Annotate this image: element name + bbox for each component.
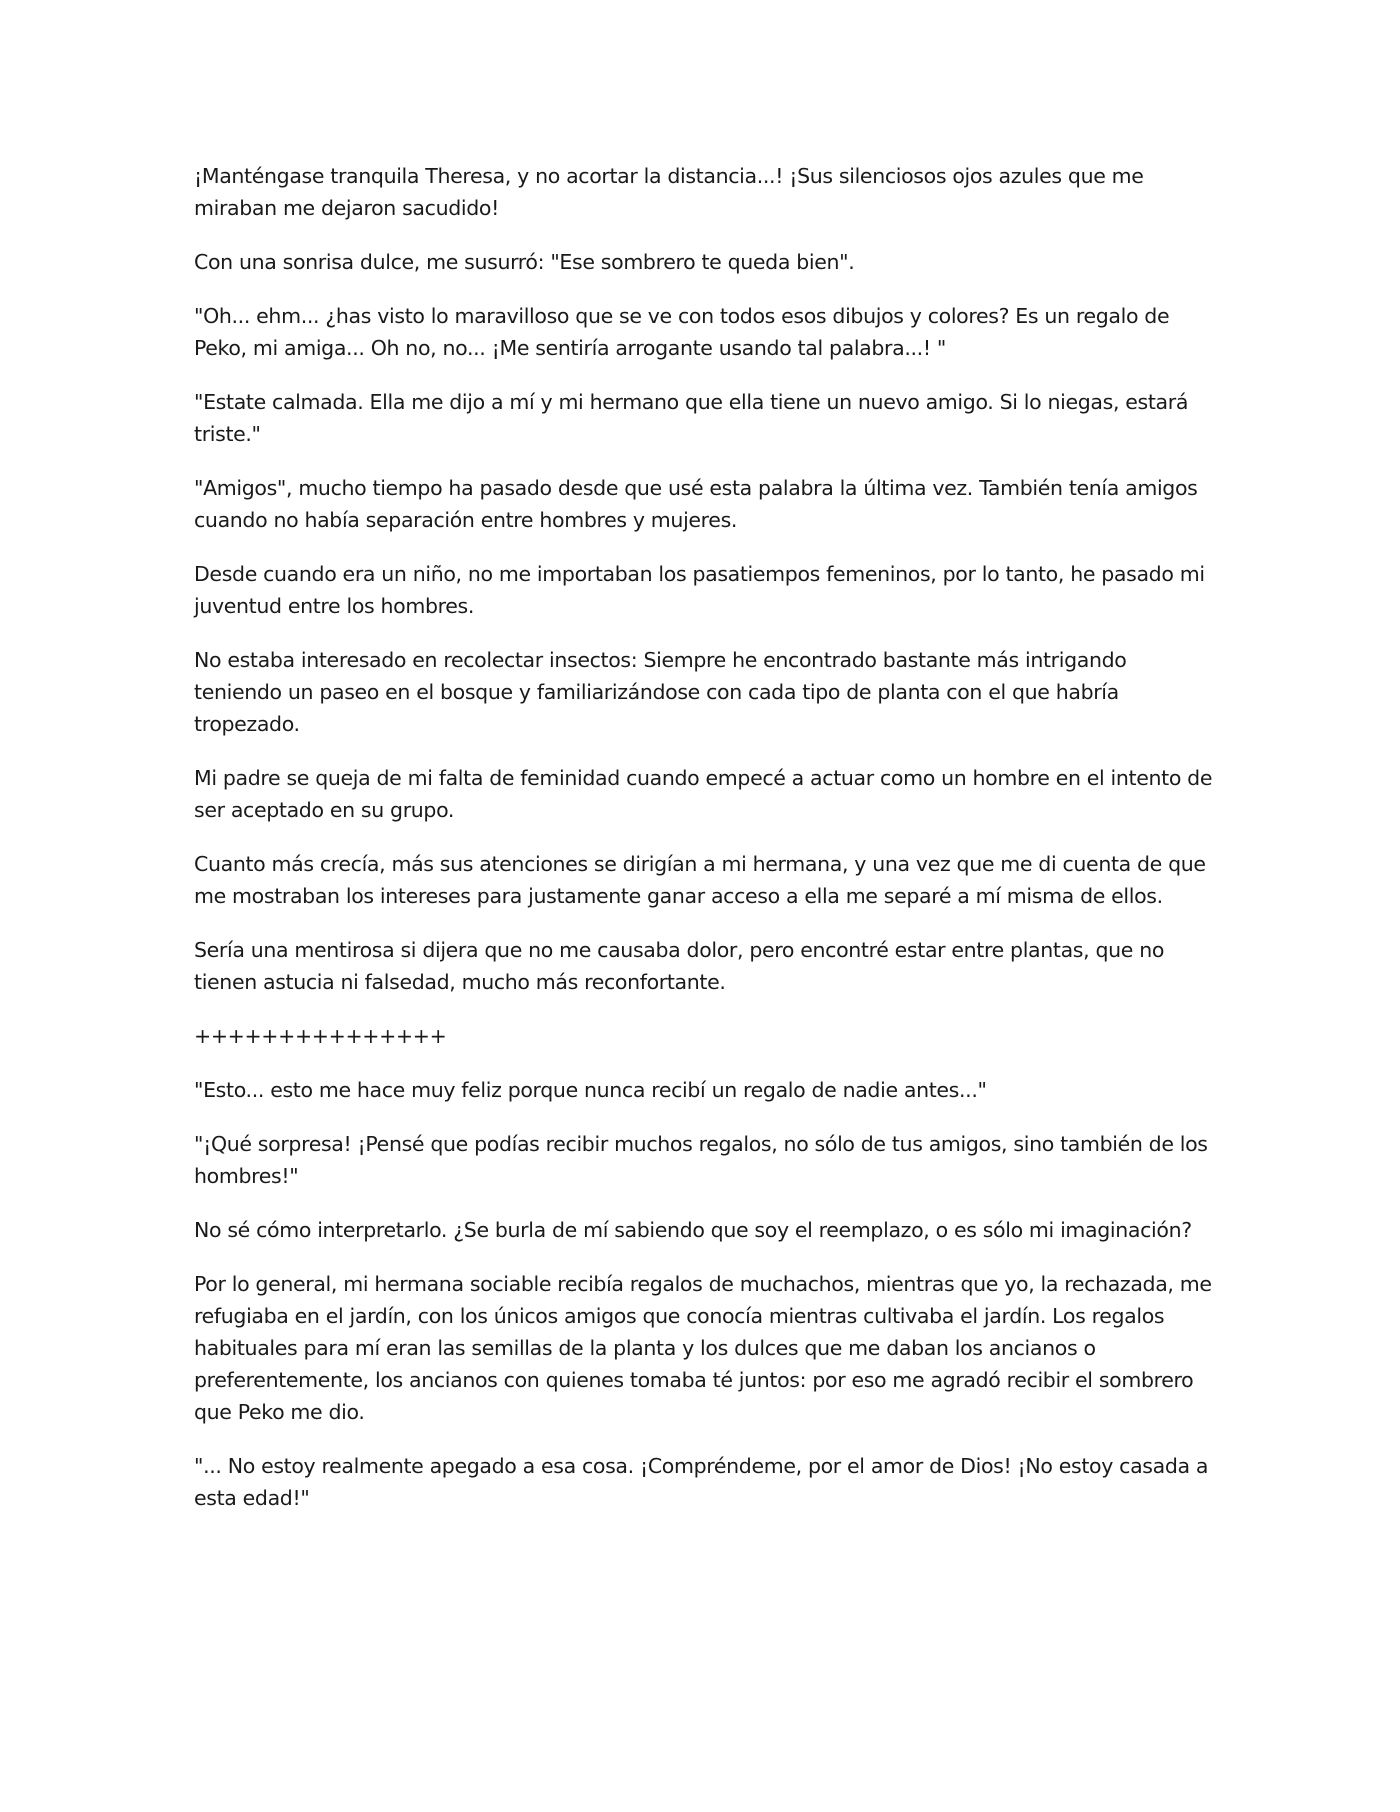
paragraph: "Amigos", mucho tiempo ha pasado desde que usé esta palabra la última vez. También tenía amigos cuando no había separación entre hombres y mujeres. bbox=[194, 476, 1198, 532]
paragraph: "¡Qué sorpresa! ¡Pensé que podías recibir muchos regalos, no sólo de tus amigos, sino también de los hombres!" bbox=[194, 1132, 1208, 1188]
paragraph: "... No estoy realmente apegado a esa cosa. ¡Compréndeme, por el amor de Dios! ¡No estoy casada a esta edad!" bbox=[194, 1454, 1209, 1510]
paragraph: Con una sonrisa dulce, me susurró: "Ese sombrero te queda bien". bbox=[194, 250, 855, 274]
paragraph: "Estate calmada. Ella me dijo a mí y mi hermano que ella tiene un nuevo amigo. Si lo niegas, estará triste." bbox=[194, 390, 1189, 446]
paragraph: "Oh... ehm... ¿has visto lo maravilloso que se ve con todos esos dibujos y colores? Es un regalo de Peko, mi amiga... Oh no, no... ¡Me sentiría arrogante usando tal palabra...! " bbox=[194, 304, 1170, 360]
paragraph: No estaba interesado en recolectar insectos: Siempre he encontrado bastante más intrigando teniendo un paseo en el bosque y familiarizándose con cada tipo de planta con el que habría tropezado. bbox=[194, 648, 1127, 736]
paragraph: "Esto... esto me hace muy feliz porque nunca recibí un regalo de nadie antes..." bbox=[194, 1078, 987, 1102]
paragraph: Desde cuando era un niño, no me importaban los pasatiempos femeninos, por lo tanto, he pasado mi juventud entre los hombres. bbox=[194, 562, 1205, 618]
paragraph: No sé cómo interpretarlo. ¿Se burla de mí sabiendo que soy el reemplazo, o es sólo mi imaginación? bbox=[194, 1218, 1192, 1242]
paragraph: ¡Manténgase tranquila Theresa, y no acortar la distancia...! ¡Sus silenciosos ojos azules que me miraban me dejaron sacudido! bbox=[194, 164, 1144, 220]
paragraph: Mi padre se queja de mi falta de feminidad cuando empecé a actuar como un hombre en el intento de ser aceptado en su grupo. bbox=[194, 766, 1213, 822]
paragraph: Cuanto más crecía, más sus atenciones se dirigían a mi hermana, y una vez que me di cuenta de que me mostraban los intereses para justamente ganar acceso a ella me separé a mí misma de ellos. bbox=[194, 852, 1206, 908]
paragraph: Sería una mentirosa si dijera que no me causaba dolor, pero encontré estar entre plantas, que no tienen astucia ni falsedad, mucho más reconfortante. bbox=[194, 938, 1165, 994]
scene-separator: +++++++++++++++ bbox=[194, 1024, 447, 1048]
paragraph: Por lo general, mi hermana sociable recibía regalos de muchachos, mientras que yo, la rechazada, me refugiaba en el jardín, con los únicos amigos que conocía mientras cultivaba el jardín. Los regalos habituales para mí eran las semillas de la planta y los dulces que me daban los ancianos o preferentemente, los ancianos con quienes tomaba té juntos: por eso me agradó recibir el sombrero que Peko me dio. bbox=[194, 1272, 1212, 1424]
document-page bbox=[194, 160, 1219, 1536]
